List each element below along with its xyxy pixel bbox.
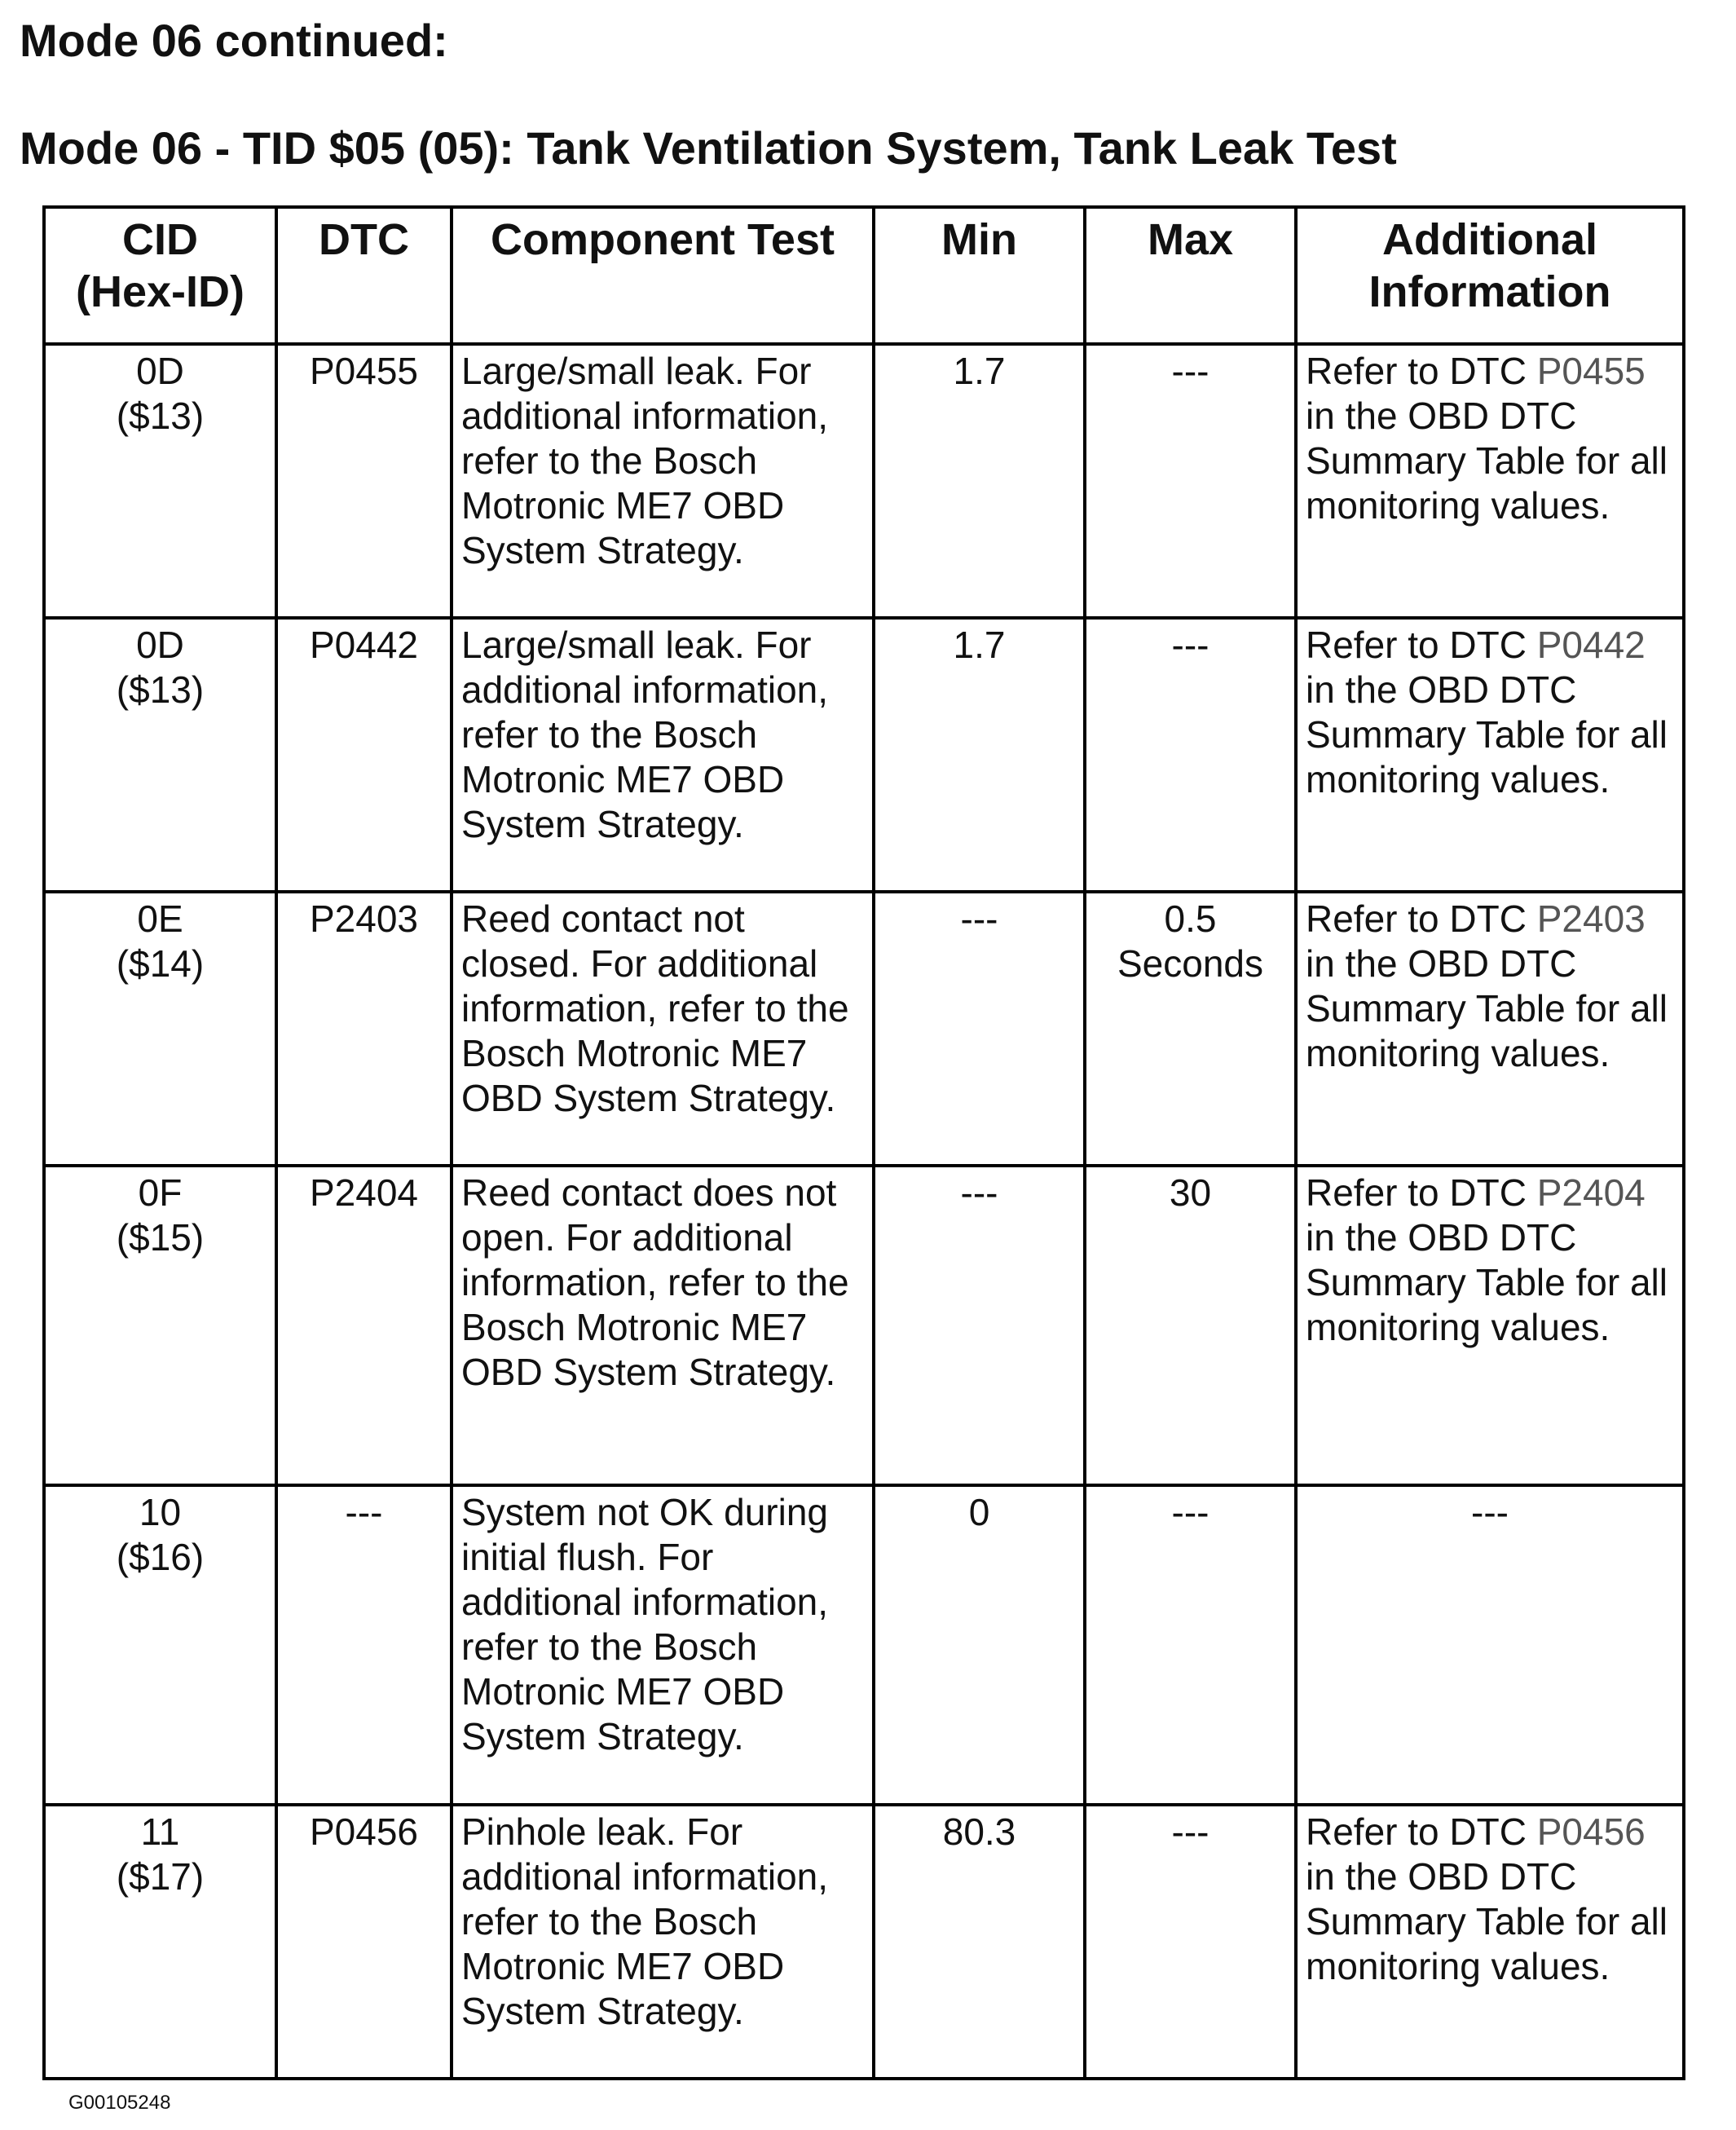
cell-cid xyxy=(44,1805,276,2079)
cid-value: 10 xyxy=(139,1491,182,1533)
header-min: Min xyxy=(874,207,1085,344)
hex-id-value: ($16) xyxy=(116,1536,205,1578)
info-prefix: Refer to DTC xyxy=(1306,624,1527,666)
cell-dtc: P2404 xyxy=(276,1166,452,1485)
info-suffix: in the OBD DTC Summary Table for all monitoring values. xyxy=(1306,1855,1668,1987)
max-value: --- xyxy=(1171,1491,1209,1533)
max-value: --- xyxy=(1171,624,1209,666)
header-max: Max xyxy=(1085,207,1296,344)
cell-cid xyxy=(44,892,276,1166)
info-suffix: in the OBD DTC Summary Table for all monitoring values. xyxy=(1306,1216,1668,1348)
cell-dtc: --- xyxy=(276,1485,452,1805)
hex-id-value: ($15) xyxy=(116,1216,205,1259)
hex-id-value: ($13) xyxy=(116,668,205,711)
table-row xyxy=(44,892,1684,1166)
cid-value: 0F xyxy=(138,1171,183,1214)
cell-min: 1.7 xyxy=(874,344,1085,618)
cell-min: --- xyxy=(874,892,1085,1166)
cell-min: 80.3 xyxy=(874,1805,1085,2079)
header-hex-id-label: (Hex-ID) xyxy=(75,267,245,316)
table-row xyxy=(44,344,1684,618)
info-dtc-reference: P2403 xyxy=(1536,897,1646,940)
cell-max xyxy=(1085,1166,1296,1485)
cell-dtc: P0455 xyxy=(276,344,452,618)
table-header-row xyxy=(44,207,1684,344)
cell-cid xyxy=(44,1485,276,1805)
continued-heading: Mode 06 continued: xyxy=(20,15,448,66)
cell-max xyxy=(1085,618,1296,892)
cell-dtc: P0442 xyxy=(276,618,452,892)
figure-id: G00105248 xyxy=(68,2092,171,2114)
cell-additional-information xyxy=(1296,1805,1684,2079)
cell-component-test: Large/small leak. For additional information, refer to the Bosch Motronic ME7 OBD System Strategy. xyxy=(452,618,874,892)
cell-dtc: P0456 xyxy=(276,1805,452,2079)
info-suffix: in the OBD DTC Summary Table for all monitoring values. xyxy=(1306,668,1668,800)
header-dtc: DTC xyxy=(276,207,452,344)
cell-component-test: Pinhole leak. For additional information, refer to the Bosch Motronic ME7 OBD System Strategy. xyxy=(452,1805,874,2079)
cell-cid xyxy=(44,344,276,618)
mode06-tid05-table xyxy=(42,205,1685,2080)
table-row xyxy=(44,1805,1684,2079)
cid-value: 0E xyxy=(137,897,183,940)
hex-id-value: ($17) xyxy=(116,1855,205,1898)
cell-max xyxy=(1085,892,1296,1166)
cell-cid xyxy=(44,1166,276,1485)
cell-component-test: Large/small leak. For additional information, refer to the Bosch Motronic ME7 OBD System Strategy. xyxy=(452,344,874,618)
cell-min: 0 xyxy=(874,1485,1085,1805)
max-value: 0.5 xyxy=(1164,897,1217,940)
info-prefix: Refer to DTC xyxy=(1306,350,1527,392)
hex-id-value: ($14) xyxy=(116,942,205,985)
info-prefix: Refer to DTC xyxy=(1306,1810,1527,1853)
cell-max xyxy=(1085,1485,1296,1805)
header-additional-information xyxy=(1296,207,1684,344)
table-row xyxy=(44,618,1684,892)
max-value: 30 xyxy=(1169,1171,1212,1214)
cell-additional-information xyxy=(1296,344,1684,618)
cell-cid xyxy=(44,618,276,892)
header-cid-label: CID xyxy=(122,215,198,264)
info-dtc-reference: P0442 xyxy=(1536,624,1646,666)
cell-component-test: Reed contact does not open. For additional information, refer to the Bosch Motronic ME7 OBD System Strategy. xyxy=(452,1166,874,1485)
cell-component-test: System not OK during initial flush. For additional information, refer to the Bosch Motronic ME7 OBD System Strategy. xyxy=(452,1485,874,1805)
header-additional-label: Additional xyxy=(1382,215,1597,264)
hex-id-value: ($13) xyxy=(116,395,205,437)
info-dtc-reference: P0455 xyxy=(1536,350,1646,392)
cid-value: 11 xyxy=(140,1810,180,1853)
header-component-test: Component Test xyxy=(452,207,874,344)
cell-dtc: P2403 xyxy=(276,892,452,1166)
cell-additional-information xyxy=(1296,892,1684,1166)
max-value: --- xyxy=(1171,1810,1209,1853)
cell-max xyxy=(1085,344,1296,618)
info-dtc-reference: P0456 xyxy=(1536,1810,1646,1853)
cell-additional-information xyxy=(1296,618,1684,892)
info-prefix: Refer to DTC xyxy=(1306,1171,1527,1214)
cell-min: 1.7 xyxy=(874,618,1085,892)
cell-additional-information xyxy=(1296,1166,1684,1485)
cell-component-test: Reed contact not closed. For additional information, refer to the Bosch Motronic ME7 OBD System Strategy. xyxy=(452,892,874,1166)
info-prefix: Refer to DTC xyxy=(1306,897,1527,940)
info-suffix: in the OBD DTC Summary Table for all monitoring values. xyxy=(1306,942,1668,1074)
table-title: Mode 06 - TID $05 (05): Tank Ventilation System, Tank Leak Test xyxy=(20,122,1397,174)
table-row xyxy=(44,1485,1684,1805)
cell-max xyxy=(1085,1805,1296,2079)
cell-min: --- xyxy=(874,1166,1085,1485)
max-value: --- xyxy=(1171,350,1209,392)
max-unit: Seconds xyxy=(1117,942,1263,985)
table-row xyxy=(44,1166,1684,1485)
cid-value: 0D xyxy=(136,350,184,392)
cid-value: 0D xyxy=(136,624,184,666)
header-information-label: Information xyxy=(1368,267,1611,316)
header-cid xyxy=(44,207,276,344)
info-suffix: in the OBD DTC Summary Table for all monitoring values. xyxy=(1306,395,1668,527)
cell-additional-information: --- xyxy=(1296,1485,1684,1805)
info-dtc-reference: P2404 xyxy=(1536,1171,1646,1214)
